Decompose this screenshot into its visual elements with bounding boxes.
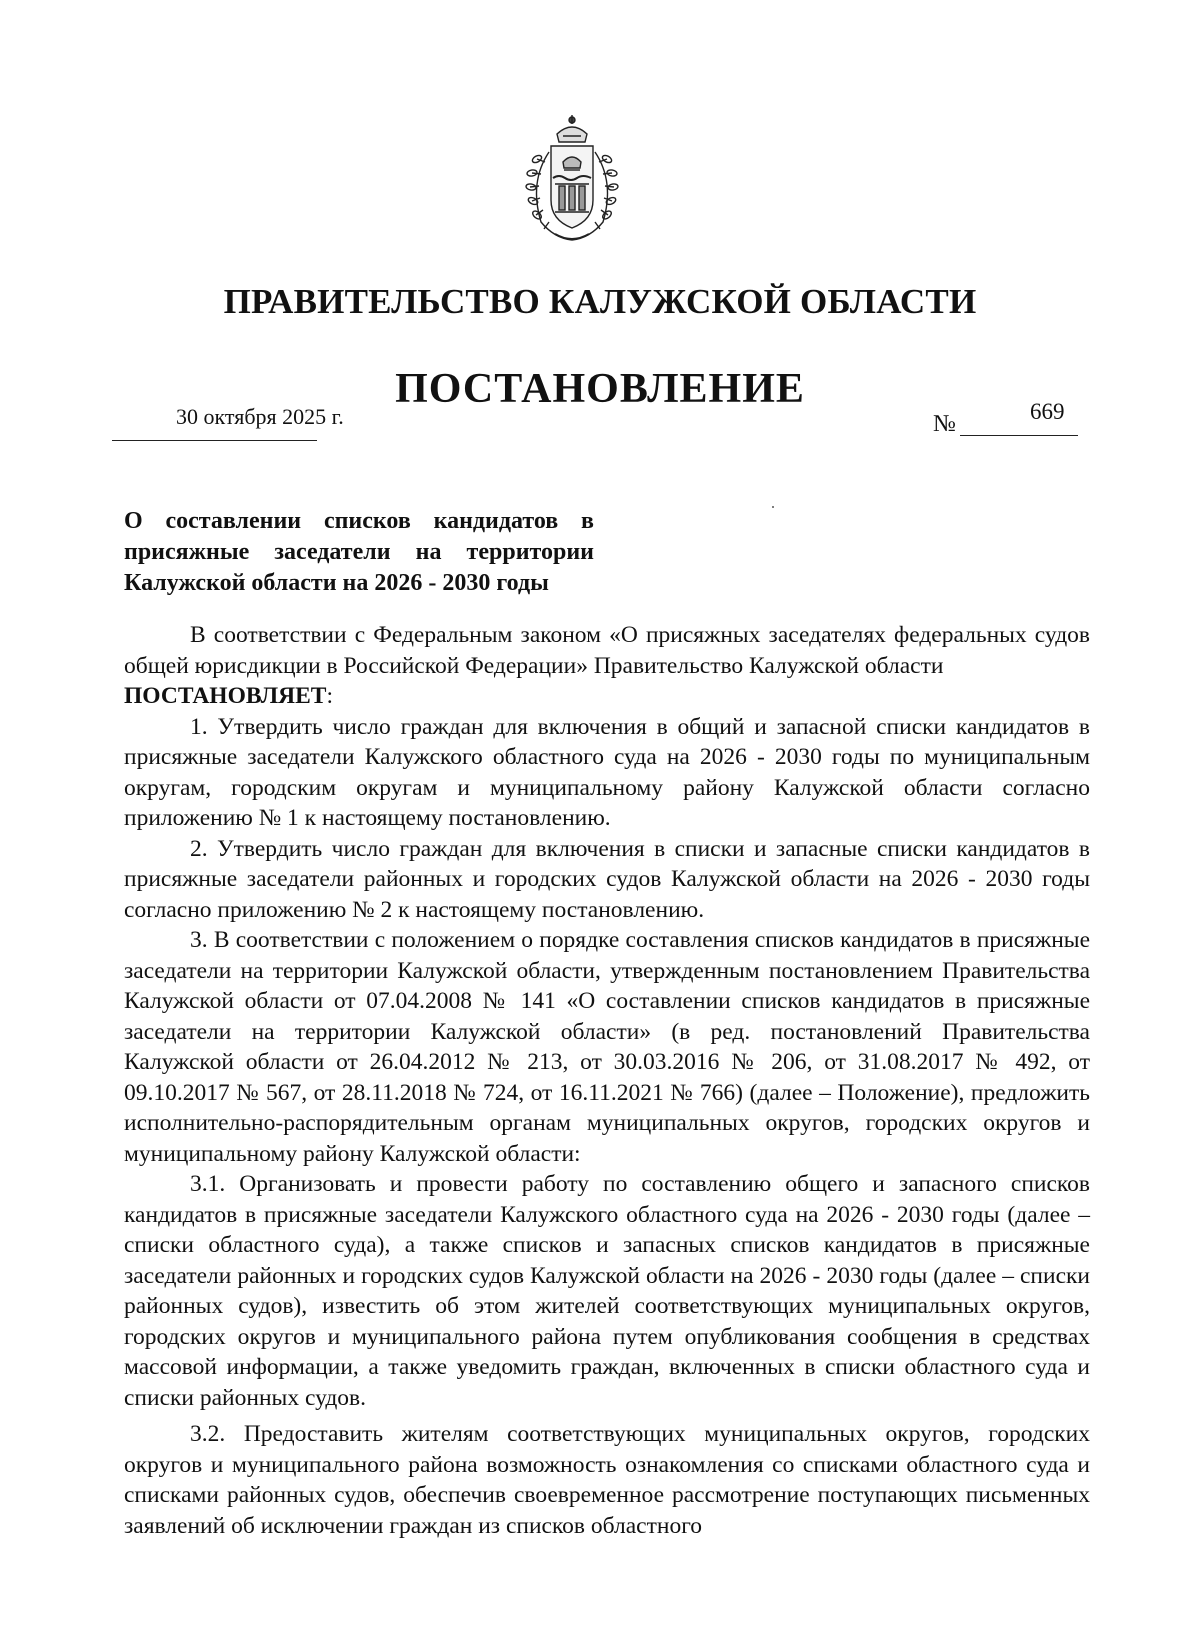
subject-line-3: Калужской области на 2026 - 2030 годы — [124, 570, 549, 596]
paragraph-3: 3. В соответствии с положением о порядке составления списков кандидатов в присяжные заседатели на территории Калужской области, утвержденным постановлением Правительства Калужской области от 07.04.2008 № 141 «О составлении списков кандидатов в присяжные заседатели на территории Калужской области» (в ред. постановлений Правительства Калужской области от 26.04.2012 № 213, от 30.03.2016 № 206, от 31.08.2017 № 492, от 09.10.2017 № 567, от 28.11.2018 № 724, от 16.11.2021 № 766) (далее – Положение), предложить исполнительно-распорядительным органам муниципальных округов, городских округов и муниципальному району Калужской области: — [124, 927, 1090, 1167]
preamble-text: В соответствии с Федеральным законом «О присяжных заседателях федеральных судов общей юрисдикции в Российской Федерации» Правительство Калужской области — [124, 622, 1090, 679]
resolves-word: ПОСТАНОВЛЯЕТ — [124, 683, 327, 709]
subject-line-2: присяжные заседатели на территории — [124, 539, 594, 565]
government-name: ПРАВИТЕЛЬСТВО КАЛУЖСКОЙ ОБЛАСТИ — [223, 282, 977, 321]
preamble-paragraph — [124, 620, 1090, 712]
paragraph-3-1: 3.1. Организовать и провести работу по составлению общего и запасного списков кандидатов в присяжные заседатели Калужского областного суда на 2026 - 2030 годы (далее – списки областного суда), а также списков и запасных списков кандидатов в присяжные заседатели районных и городских судов Калужской области на 2026 - 2030 годы (далее – списки районных судов), известить об этом жителей соответствующих муниципальных округов, городских округов и муниципального района путем опубликования сообщения в средствах массовой информации, а также уведомить граждан, включенных в списки областного суда и списки районных судов. — [124, 1171, 1090, 1411]
subject-line-1: О составлении списков кандидатов в — [124, 508, 594, 534]
date-field — [112, 404, 344, 441]
document-subject — [124, 506, 594, 599]
document-number: 669 — [1030, 399, 1065, 424]
paragraph-2: 2. Утвердить число граждан для включения в списки и запасные списки кандидатов в присяжные заседатели районных и городских судов Калужской области на 2026 - 2030 годы согласно приложению № 2 к настоящему постановлению. — [124, 835, 1090, 923]
number-label: № — [933, 411, 956, 437]
document-date: 30 октября 2025 г. — [176, 404, 344, 429]
resolves-colon: : — [326, 683, 333, 709]
scan-speck — [772, 506, 774, 508]
paragraph-1: 1. Утвердить число граждан для включения в общий и запасной списки кандидатов в присяжные заседатели Калужского областного суда на 2026 - 2030 годы по муниципальным округам, городским округам и муниципальному району Калужской области согласно приложению № 1 к настоящему постановлению. — [124, 713, 1090, 831]
document-body — [124, 620, 1090, 1541]
paragraph-3-2: 3.2. Предоставить жителям соответствующих муниципальных округов, городских округов и муниципального района возможность ознакомления со списками областного суда и списками районных судов, обеспечив своевременное рассмотрение поступающих письменных заявлений об исключении граждан из списков областного — [124, 1421, 1090, 1539]
document-type: ПОСТАНОВЛЕНИЕ — [395, 366, 805, 412]
kaluga-coat-of-arms-icon — [519, 112, 625, 246]
